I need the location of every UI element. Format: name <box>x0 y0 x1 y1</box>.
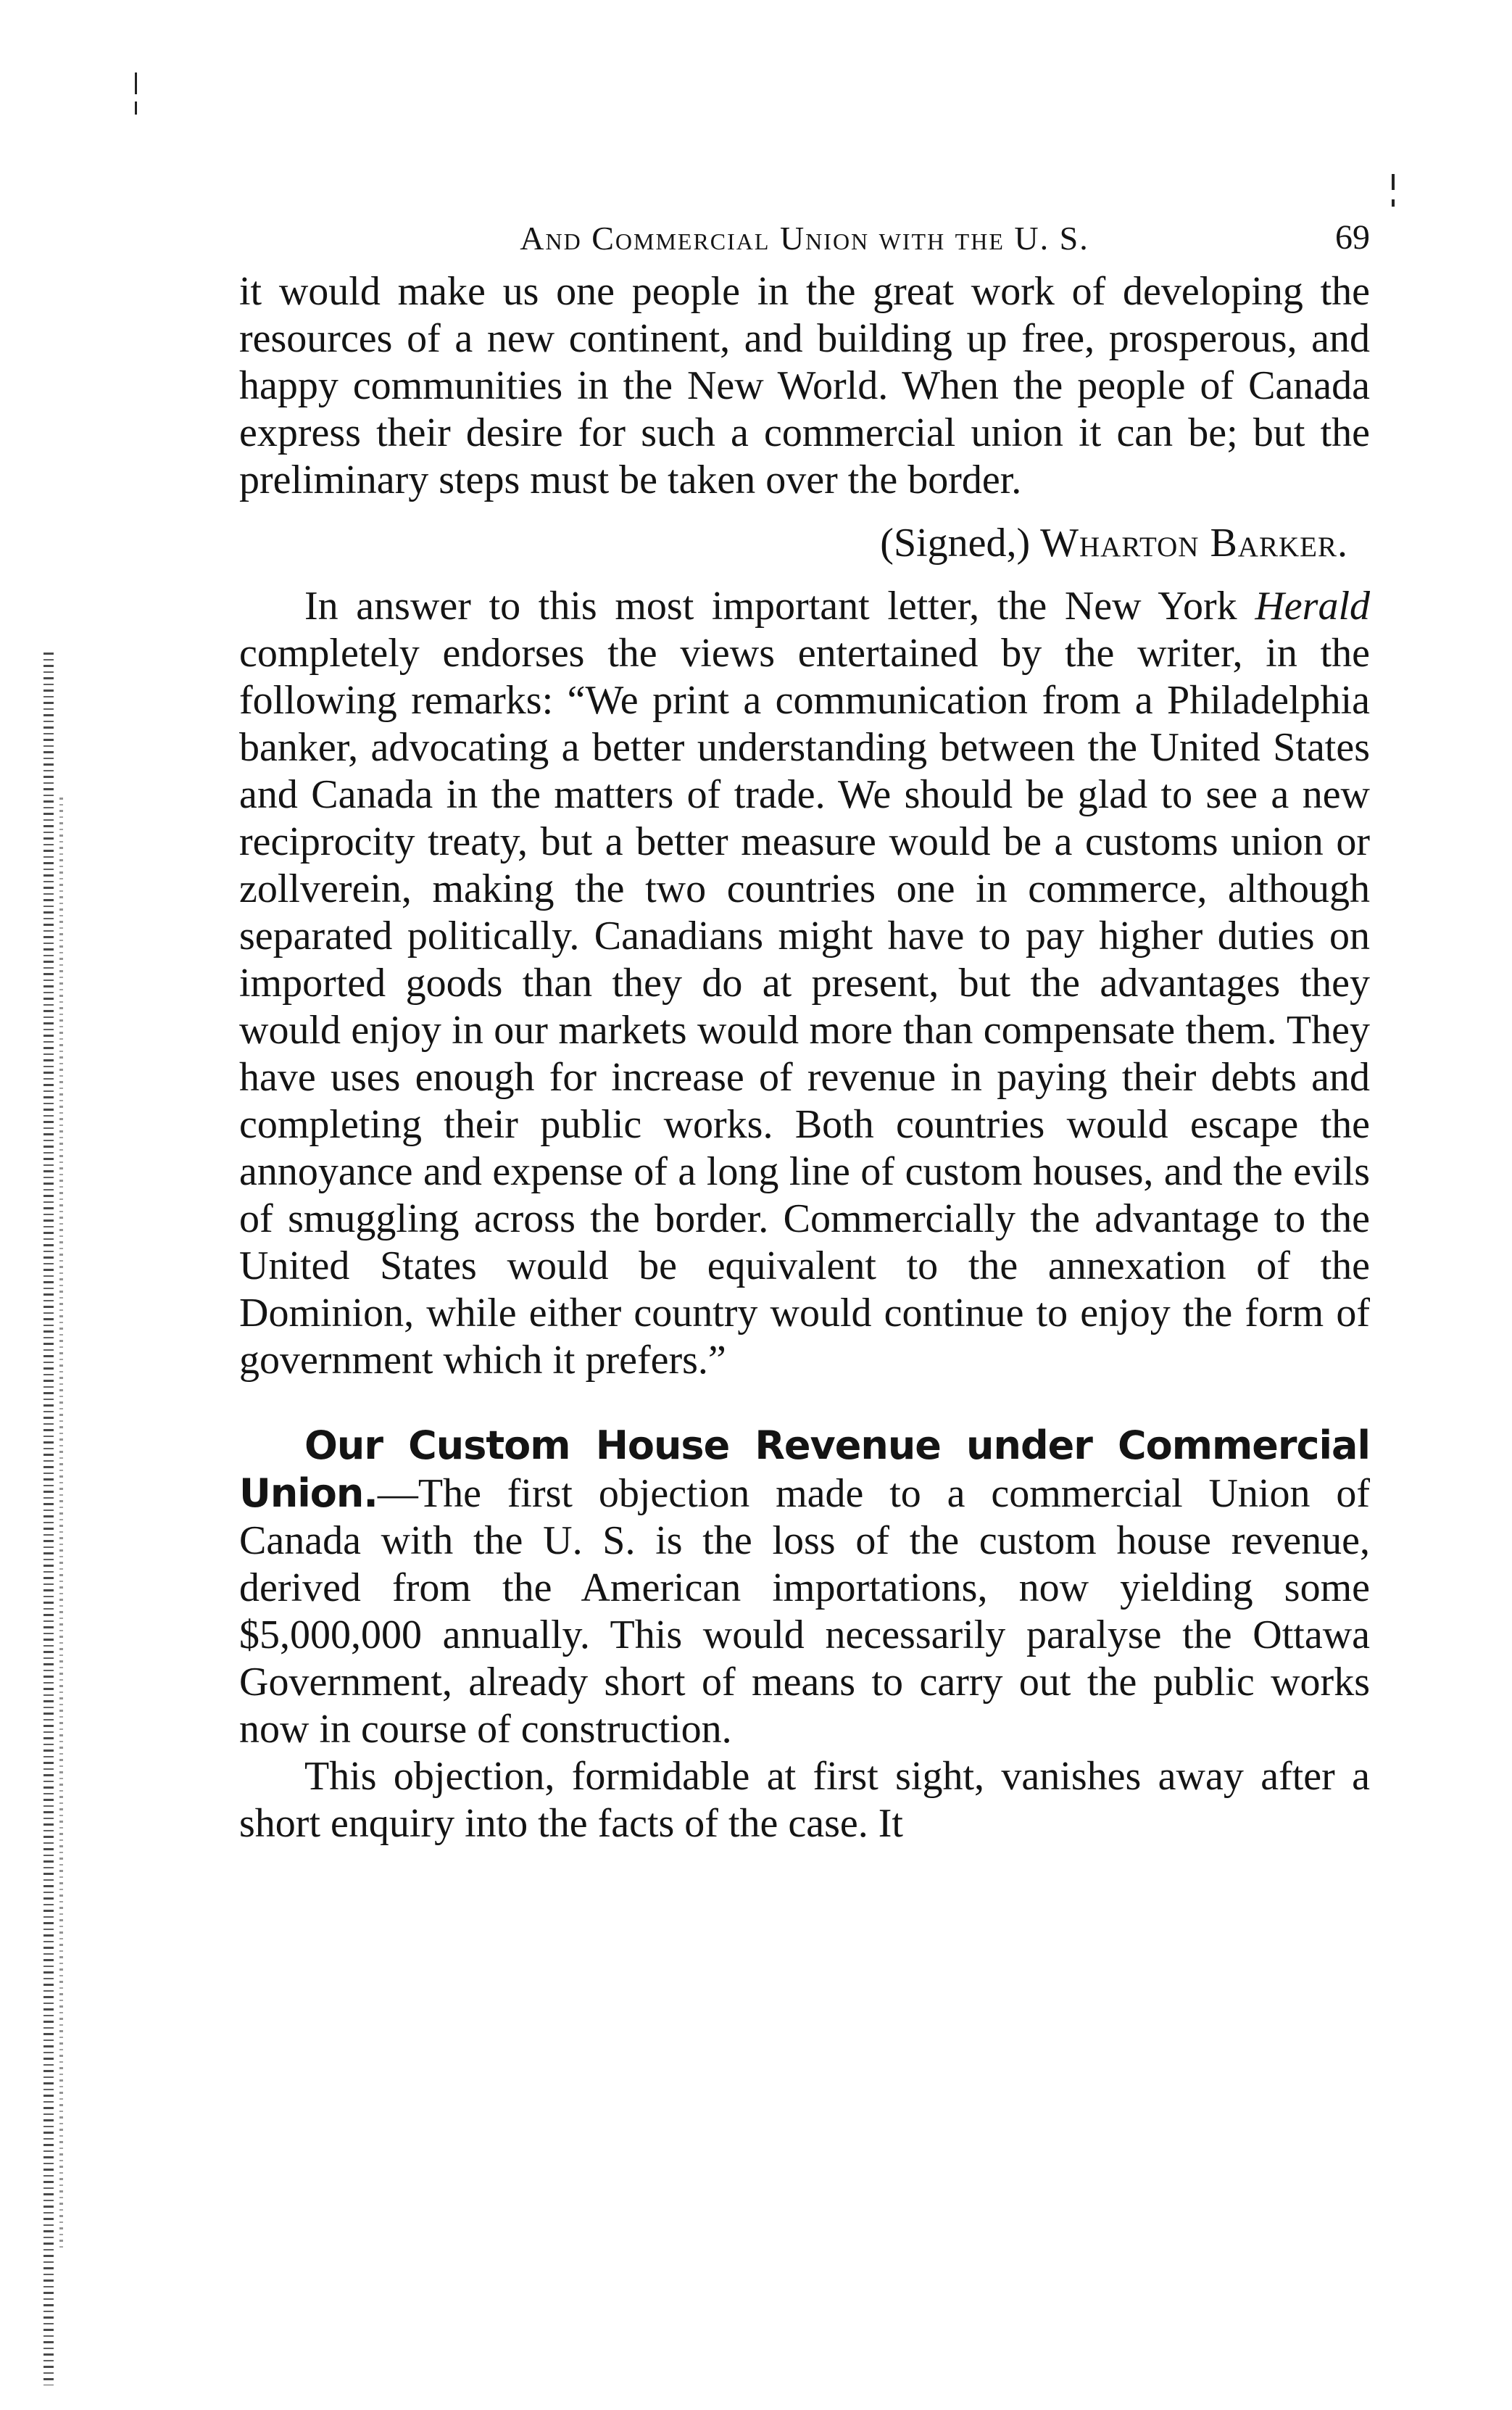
stray-ink-mark <box>135 73 137 94</box>
signed-label: (Signed,) <box>880 521 1031 566</box>
section-paragraph <box>239 1422 1370 1753</box>
closing-paragraph: This objection, formidable at first sight, vanishes away after a short enquiry into the facts of the case. It <box>239 1754 1370 1846</box>
herald-paragraph <box>239 583 1370 1384</box>
page-number: 69 <box>1335 218 1370 257</box>
stray-ink-mark <box>1392 174 1395 190</box>
letter-signature <box>239 520 1348 567</box>
signer-name: Wharton Barker. <box>1040 521 1348 566</box>
newspaper-name: Herald <box>1255 584 1371 629</box>
running-title: And Commercial Union with the U. S. <box>520 220 1089 257</box>
stray-ink-mark <box>1392 199 1395 207</box>
scanned-binding-shadow <box>59 798 63 2248</box>
scanned-binding-edge <box>43 653 54 2385</box>
herald-intro: In answer to this most important letter, the New York <box>304 584 1237 629</box>
letter-closing-paragraph: it would make us one people in the great work of developing the resources of a new continent, and building up free, prosperous, and happy communities in the New World. When the people of Canada express their desire for such a commercial union it can be; but the preliminary steps must be taken over the border. <box>239 269 1370 502</box>
section-text: —The first objection made to a commercial Union of Canada with the U. S. is the loss of the custom house revenue, derived from the American importations, now yielding some $5,000,000 annually. This would necessarily paralyse the Ottawa Government, already short of means to carry out the public works now in course of construction. <box>239 1471 1370 1752</box>
running-head <box>239 210 1370 268</box>
section-heading: Our Custom House Revenue under Commercial Union. <box>239 1423 1370 1516</box>
stray-ink-mark <box>135 102 137 115</box>
herald-quote: completely endorses the views entertained by the writer, in the following remarks: “We print a communication from a Philadelphia banker, advocating a better understanding between the United States and Canada in the matters of trade. We should be glad to see a new reciprocity treaty, but a better measure would be a customs union or zollverein, making the two countries one in commerce, although separated politically. Canadians might have to pay higher duties on imported goods than they do at present, but the advantages they would enjoy in our markets would more than compensate them. They have uses enough for increase of revenue in paying their debts and completing their public works. Both countries would escape the annoyance and expense of a long line of custom houses, and the evils of smuggling across the border. Commercially the advantage to the United States would be equivalent to the annexation of the Dominion, while either country would continue to enjoy the form of government which it prefers.” <box>239 631 1370 1383</box>
book-page <box>239 210 1370 1847</box>
